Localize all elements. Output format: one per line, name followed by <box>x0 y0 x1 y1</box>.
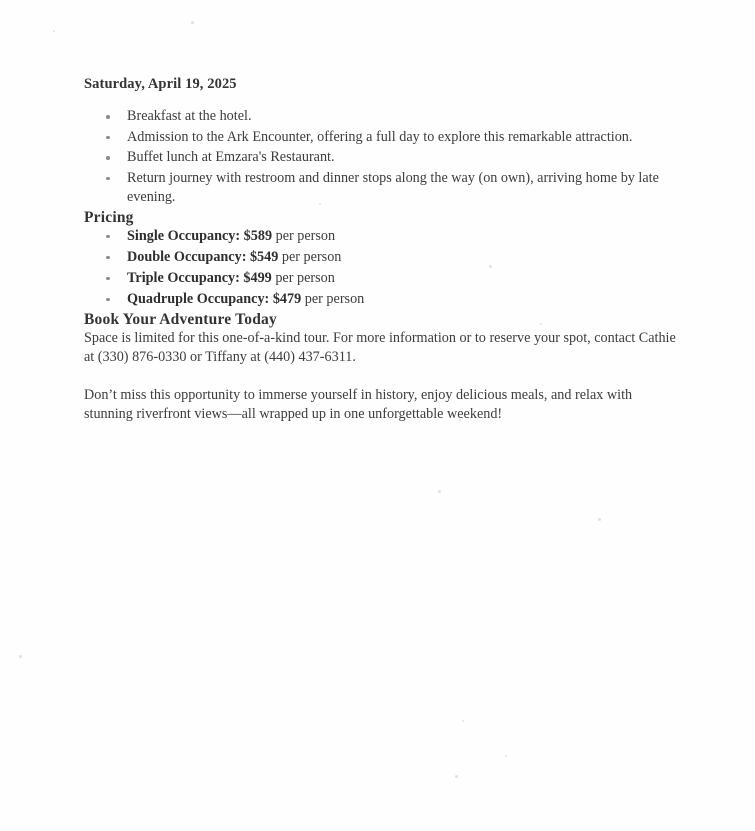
list-item <box>84 269 684 288</box>
bullet-icon <box>106 136 110 140</box>
list-item <box>84 227 684 246</box>
bullet-icon <box>106 235 110 239</box>
bullet-icon <box>106 177 110 181</box>
pricing-label: Quadruple Occupancy: $479 <box>127 290 302 307</box>
scan-speckle <box>455 775 458 778</box>
bullet-icon <box>106 298 110 302</box>
scan-speckle <box>53 30 55 32</box>
pricing-suffix: per person <box>278 248 342 265</box>
list-item <box>84 290 684 309</box>
pricing-list <box>84 227 684 309</box>
scan-speckle <box>505 755 507 757</box>
scan-speckle <box>438 490 441 493</box>
list-item <box>84 107 684 127</box>
pricing-suffix: per person <box>301 290 365 307</box>
itinerary-list <box>84 107 684 208</box>
list-item-text: Admission to the Ark Encounter, offering a full day to explore this remarkable attraction. <box>127 128 633 145</box>
bullet-icon <box>106 115 110 119</box>
pricing-label: Single Occupancy: $589 <box>127 227 273 244</box>
list-item <box>84 148 684 168</box>
bullet-icon <box>106 277 110 281</box>
list-item-text: Return journey with restroom and dinner stops along the way (on own), arriving home by late evening. <box>127 169 659 205</box>
scan-speckle <box>462 720 464 722</box>
pricing-label: Double Occupancy: $549 <box>127 248 279 265</box>
pricing-suffix: per person <box>271 269 335 286</box>
scan-speckle <box>19 655 22 658</box>
date-heading: Saturday, April 19, 2025 <box>84 76 237 92</box>
bullet-icon <box>106 156 110 160</box>
booking-heading: Book Your Adventure Today <box>84 310 277 328</box>
list-item <box>84 169 684 208</box>
closing-paragraph: Don’t miss this opportunity to immerse yourself in history, enjoy delicious meals, and relax with stunning riverfront views—all wrapped up in one unforgettable weekend! <box>84 386 633 422</box>
document-body <box>84 76 684 425</box>
list-item-text: Breakfast at the hotel. <box>127 108 252 124</box>
list-item <box>84 248 684 267</box>
pricing-label: Triple Occupancy: $499 <box>127 269 272 286</box>
list-item <box>84 128 684 148</box>
list-item-text: Buffet lunch at Emzara's Restaurant. <box>127 149 335 165</box>
scan-speckle <box>598 518 601 521</box>
bullet-icon <box>106 256 110 260</box>
pricing-heading: Pricing <box>84 208 134 226</box>
pricing-suffix: per person <box>272 227 336 244</box>
booking-contact-paragraph: Space is limited for this one-of-a-kind tour. For more information or to reserve your spot, contact Cathie at (330) 876-0330 or Tiffany at (440) 437-6311. <box>84 329 676 365</box>
scan-speckle <box>191 21 194 24</box>
